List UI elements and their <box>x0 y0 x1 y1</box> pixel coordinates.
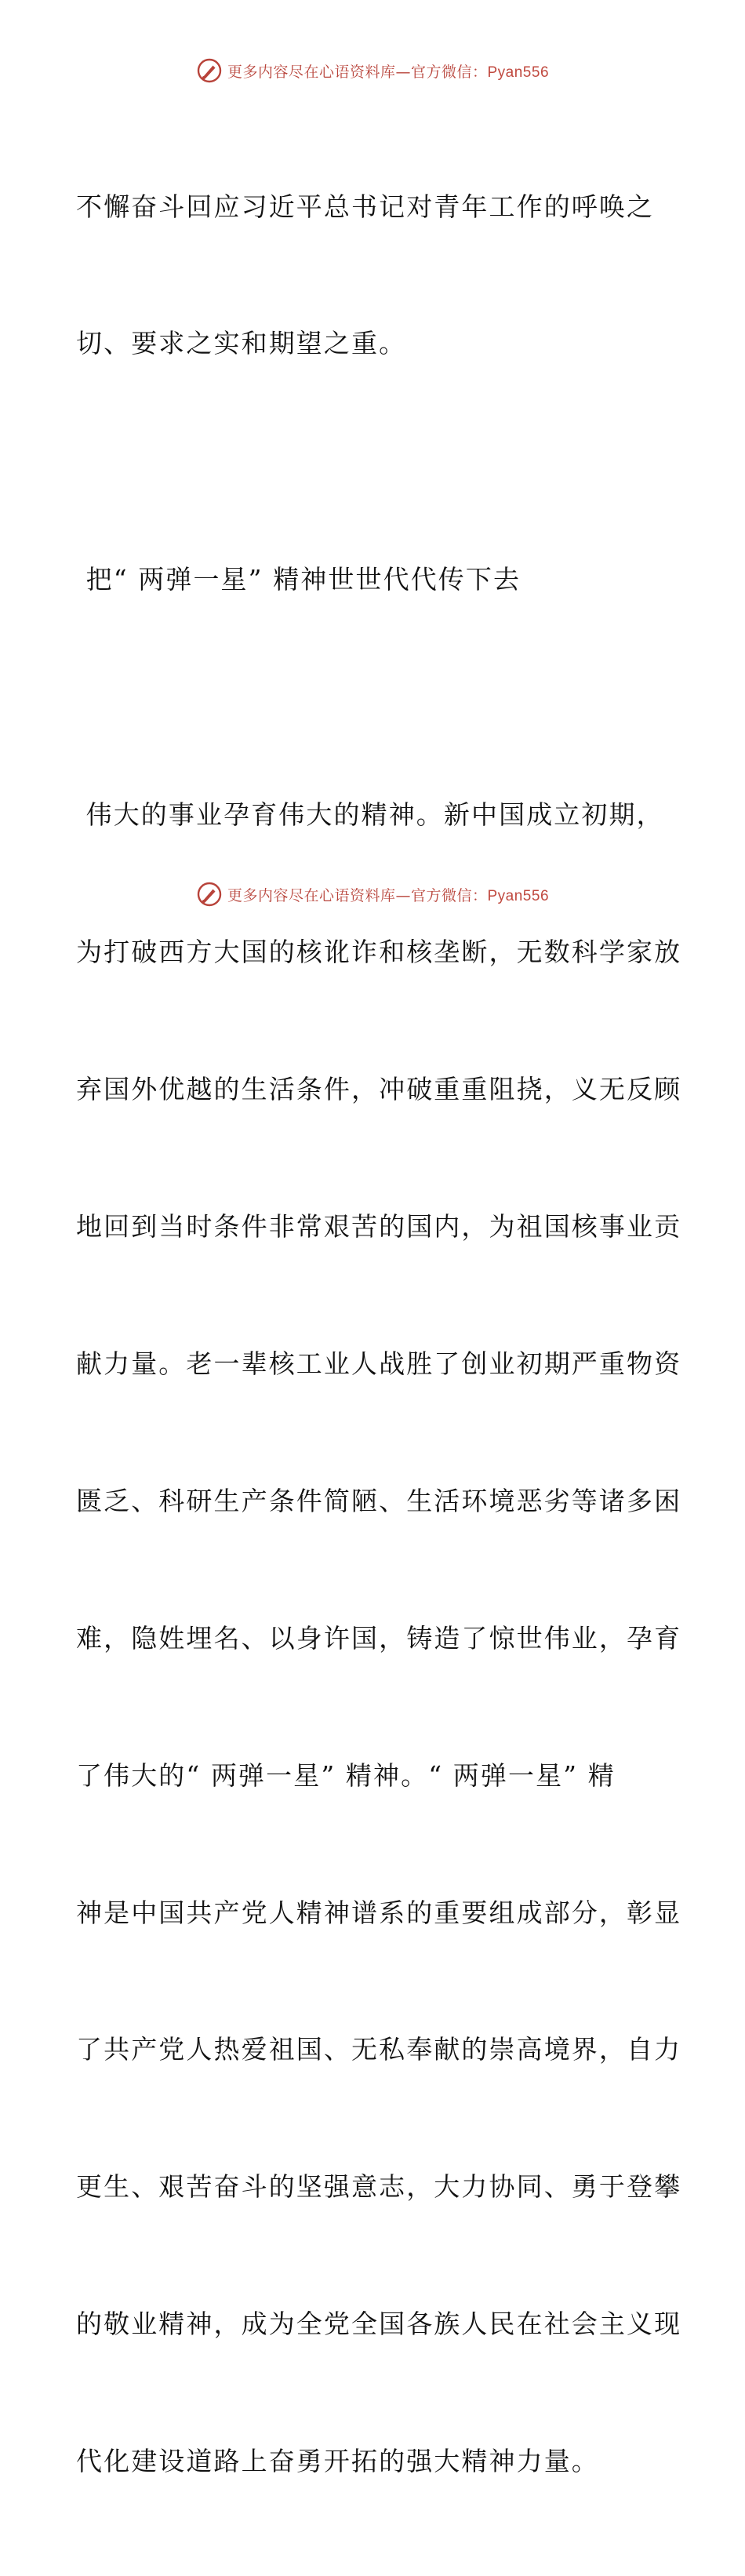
text-line: 地回到当时条件非常艰苦的国内，为祖国核事业贡 <box>76 1211 682 1243</box>
text-line: 了共产党人热爱祖国、无私奉献的崇高境界，自力 <box>76 2034 682 2065</box>
watermark-handle: Pyan556 <box>487 64 550 81</box>
watermark-handle: Pyan556 <box>487 887 550 904</box>
watermark-text <box>227 884 549 905</box>
text-line: 匮乏、科研生产条件简陋、生活环境恶劣等诸多困 <box>76 1485 682 1516</box>
footer-watermark <box>0 880 745 908</box>
text-line: 代化建设道路上奋勇开拓的强大精神力量。 <box>76 2446 599 2477</box>
text-line: 弃国外优越的生活条件，冲破重重阻挠，义无反顾 <box>76 1074 682 1105</box>
text-line: 的敬业精神，成为全党全国各族人民在社会主义现 <box>76 2309 682 2340</box>
paragraph-2 <box>76 701 682 2576</box>
text-line: 难，隐姓埋名、以身许国，铸造了惊世伟业，孕育 <box>76 1622 682 1654</box>
text-line: 神是中国共产党人精神谱系的重要组成部分，彰显 <box>76 1897 682 1928</box>
watermark-label: 更多内容尽在心语资料库—官方微信： <box>227 886 488 904</box>
pen-logo-icon <box>196 881 223 908</box>
pen-logo-icon <box>196 57 223 84</box>
document-body <box>76 93 682 2576</box>
watermark-text <box>227 60 549 82</box>
text-line: 为打破西方大国的核讹诈和核垄断，无数科学家放 <box>76 937 682 968</box>
heading-text: 把“ 两弹一星” 精神世世代代传下去 <box>76 563 522 595</box>
text-line: 献力量。老一辈核工业人战胜了创业初期严重物资 <box>76 1348 682 1380</box>
header-watermark <box>0 56 745 85</box>
text-line: 更生、艰苦奋斗的坚强意志，大力协同、勇于登攀 <box>76 2171 682 2203</box>
paragraph-1 <box>76 93 672 458</box>
section-heading <box>76 465 672 693</box>
text-line: 切、要求之实和期望之重。 <box>76 328 407 359</box>
text-line: 不懈奋斗回应习近平总书记对青年工作的呼唤之 <box>76 191 655 222</box>
watermark-label: 更多内容尽在心语资料库—官方微信： <box>227 63 488 81</box>
text-line: 了伟大的“ 两弹一星” 精神。“ 两弹一星” 精 <box>76 1759 616 1791</box>
text-line: 伟大的事业孕育伟大的精神。新中国成立初期， <box>76 799 664 831</box>
